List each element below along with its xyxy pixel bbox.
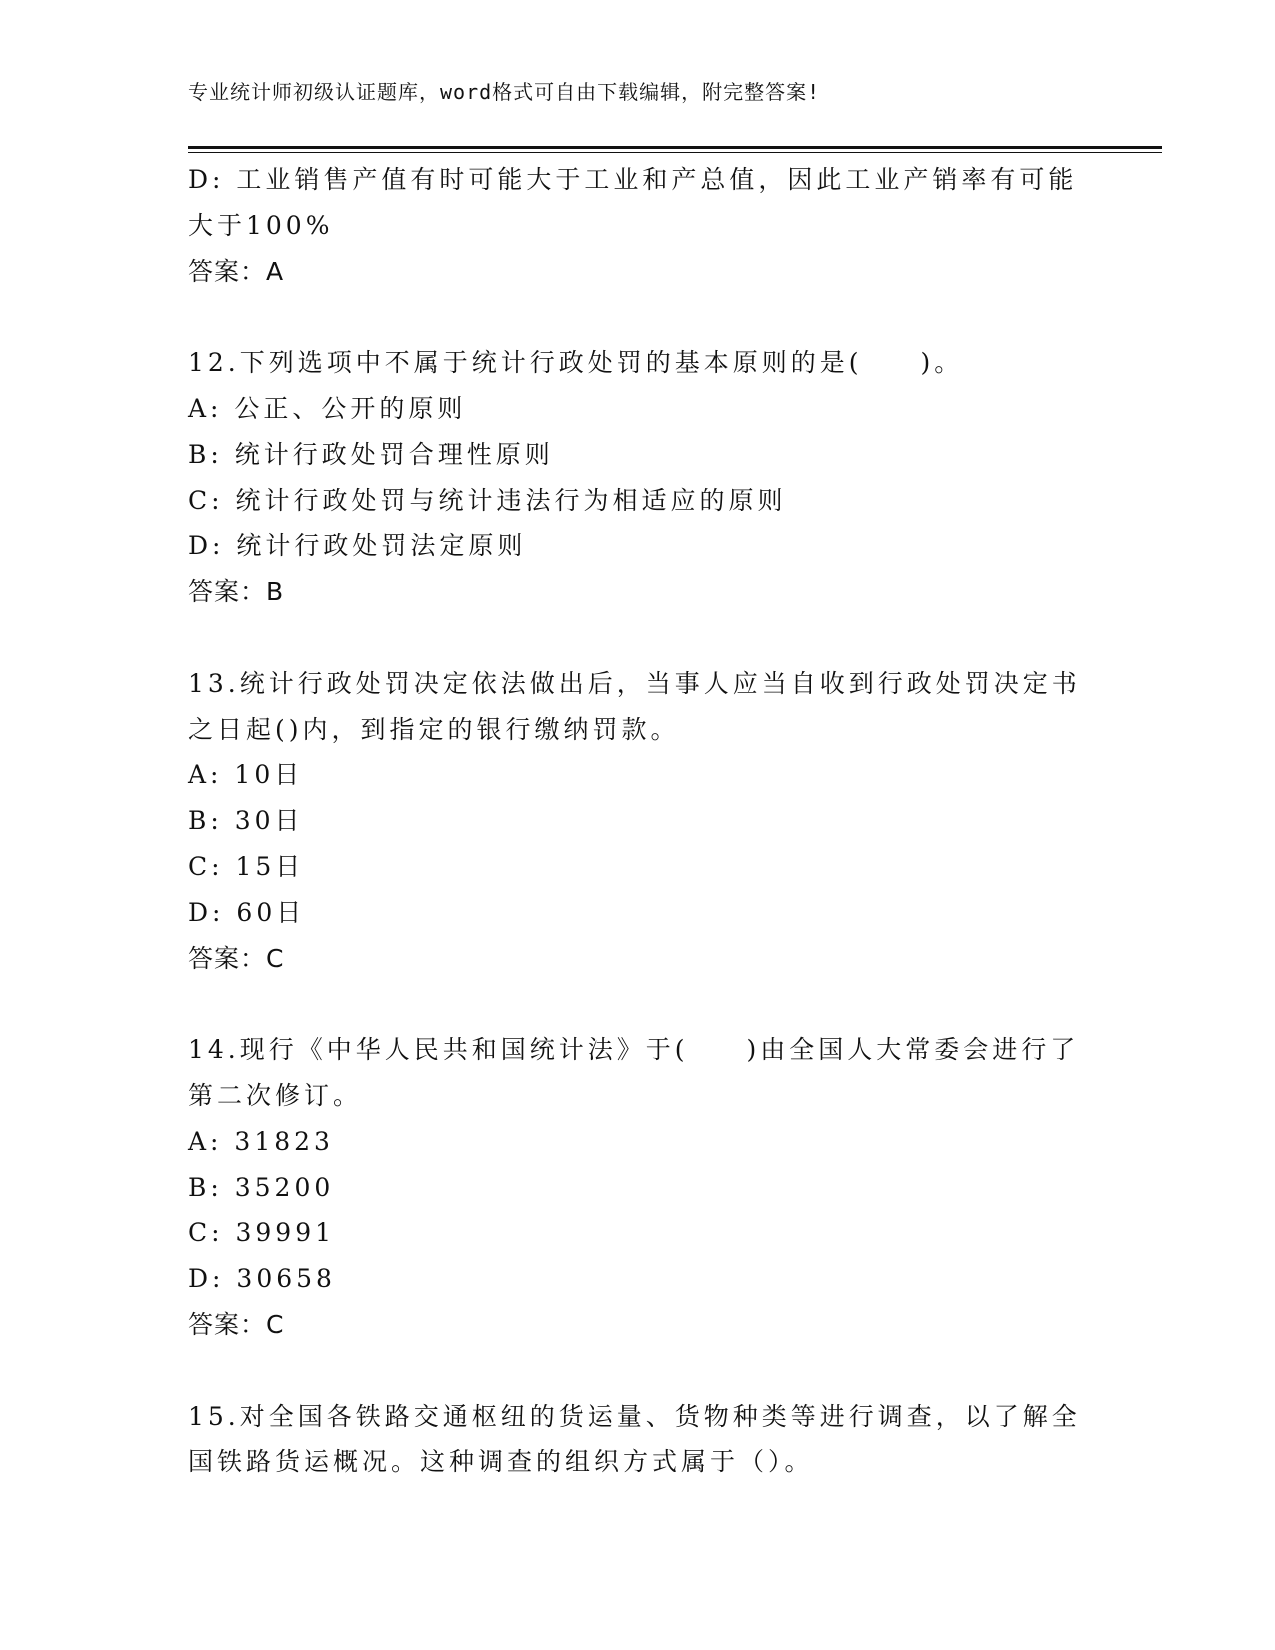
option-b: B: 35200 bbox=[188, 1172, 335, 1202]
spacer bbox=[188, 615, 1088, 661]
answer-line: 答案：C bbox=[188, 1309, 285, 1339]
option-a: A: 公正、公开的原则 bbox=[188, 393, 467, 423]
question-13 bbox=[188, 661, 1088, 982]
question-stem-continued: 第二次修订。 bbox=[188, 1080, 363, 1110]
option-d: D: 30658 bbox=[188, 1264, 336, 1294]
option-b: B: 30日 bbox=[188, 806, 304, 836]
spacer bbox=[188, 294, 1088, 340]
question-stem: 12.下列选项中不属于统计行政处罚的基本原则的是( )。 bbox=[188, 348, 964, 378]
spacer bbox=[188, 981, 1088, 1027]
question-stem-continued: 国铁路货运概况。这种调查的组织方式属于（）。 bbox=[188, 1447, 814, 1477]
page-header: 专业统计师初级认证题库，word格式可自由下载编辑，附完整答案! bbox=[188, 80, 821, 104]
question-stem-continued: 之日起()内，到指定的银行缴纳罚款。 bbox=[188, 714, 680, 744]
option-c: C: 39991 bbox=[188, 1218, 336, 1248]
question-stem: 13.统计行政处罚决定依法做出后，当事人应当自收到行政处罚决定书 bbox=[188, 668, 1081, 698]
question-14 bbox=[188, 1027, 1088, 1348]
option-d: D: 工业销售产值有时可能大于工业和产总值，因此工业产销率有可能 bbox=[188, 165, 1078, 194]
option-d-continued: 大于100% bbox=[188, 210, 334, 240]
option-c: C: 15日 bbox=[188, 851, 305, 881]
option-c: C: 统计行政处罚与统计违法行为相适应的原则 bbox=[188, 485, 787, 515]
header-rule-thin bbox=[188, 152, 1162, 153]
document-body bbox=[188, 157, 1088, 1485]
answer-line: 答案：C bbox=[188, 943, 285, 973]
question-stem: 15.对全国各铁路交通枢纽的货运量、货物种类等进行调查，以了解全 bbox=[188, 1401, 1081, 1431]
option-a: A: 10日 bbox=[188, 760, 304, 790]
option-a: A: 31823 bbox=[188, 1126, 334, 1156]
question-12 bbox=[188, 340, 1088, 615]
question-stem: 14.现行《中华人民共和国统计法》于( )由全国人大常委会进行了 bbox=[188, 1035, 1080, 1065]
question-15 bbox=[188, 1394, 1088, 1486]
option-d: D: 统计行政处罚法定原则 bbox=[188, 531, 527, 561]
question-11-tail bbox=[188, 157, 1088, 294]
header-rule-thick bbox=[188, 146, 1162, 149]
option-b: B: 统计行政处罚合理性原则 bbox=[188, 439, 554, 469]
spacer bbox=[188, 1348, 1088, 1394]
option-d: D: 60日 bbox=[188, 897, 306, 927]
answer-line: 答案：A bbox=[188, 256, 285, 286]
answer-line: 答案：B bbox=[188, 577, 285, 607]
